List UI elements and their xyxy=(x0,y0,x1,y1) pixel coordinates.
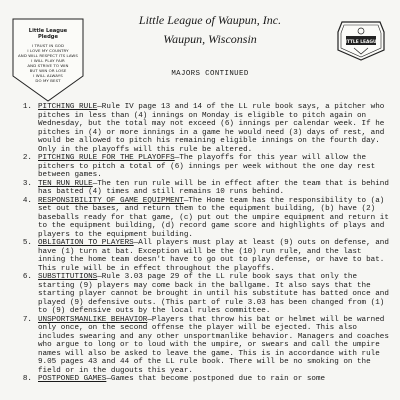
document-title: MAJORS CONTINUED xyxy=(171,70,249,78)
pledge-line: I LOVE MY COUNTRY xyxy=(27,48,69,53)
list-item xyxy=(14,103,392,154)
rule-title: PITCHING RULE FOR THE PLAYOFFS xyxy=(38,154,175,162)
rule-number: 6. xyxy=(22,273,32,281)
pledge-line: I WILL PLAY FAIR xyxy=(31,58,65,63)
rule-number: 1. xyxy=(22,103,32,111)
pledge-line: DO MY BEST xyxy=(35,78,61,83)
rule-title: SUBSTITUTIONS xyxy=(38,273,98,281)
list-item xyxy=(14,197,392,240)
pledge-line: AND WILL RESPECT ITS LAWS xyxy=(18,53,78,58)
emblem-label: LITTLE LEAGUE xyxy=(342,40,380,45)
rule-number: 8. xyxy=(22,375,32,383)
pledge-box xyxy=(12,18,84,102)
rule-title: POSTPONED GAMES xyxy=(38,375,107,383)
rule-number: 3. xyxy=(22,179,32,188)
list-item xyxy=(14,180,392,197)
rule-title: OBLIGATION TO PLAYERS xyxy=(38,239,134,247)
rule-text: —Players that throw his bat or helmet will be warned only once, on the second offense the player will be ejected. This also includes swearing and any other unsportmanlike behavior. Managers and coaches who argue to long or to loud with the umpire, or swears and call the umpire names will also be asked to leave the game. This is in accordance with rule 9.05 pages 43 and 44 of the LL rule book. There will be no smoking on the field or in the dugouts this year. xyxy=(38,315,389,375)
rule-title: UNSPORTSMANLIKE BEHAVIOR xyxy=(38,315,148,324)
list-item xyxy=(14,273,392,316)
little-league-emblem-icon xyxy=(336,20,386,62)
list-item xyxy=(14,154,392,180)
rule-text: —Rule IV page 13 and 14 of the LL rule book says, a pitcher who pitches in less than (4) innings on Monday is eligible to pitch again on Wednesday, but the total may not exceed (6) innings per calendar week. If he pitches in (4) or more innings in a game he would need (3) days of rest, and would be allowed to pitch his remaining eligible innings on the fourth day. Only in the playoffs will this rule be altered. xyxy=(38,103,385,154)
rules-list xyxy=(14,103,392,384)
rule-number: 4. xyxy=(22,196,32,205)
list-item xyxy=(14,239,392,273)
rule-text: —Rule 3.03 page 29 of the LL rule book says that only the starting (9) players may come back in the ballgame. It also says that the starting player cannot be brought in until his substitute has batted once and played (9) defensive outs. (This part of rule 3.03 has been changed from (1) to (9) defensive outs by the local rules committee. xyxy=(38,273,389,315)
pledge-line: BUT WIN OR LOSE xyxy=(29,68,67,73)
rule-number: 7. xyxy=(22,315,32,324)
rule-title: TEN RUN RULE xyxy=(38,179,93,188)
org-name: Little League of Waupun, Inc. xyxy=(138,13,282,27)
rule-text: —The ten run rule will be in effect after the team that is behind has batted (4) times and still remains 10 runs behind. xyxy=(38,179,389,196)
rule-title: RESPONSIBILITY OF GAME EQUIPMENT xyxy=(38,196,184,205)
pledge-title-line2: Pledge xyxy=(37,34,59,40)
pledge-line: AND STRIVE TO WIN xyxy=(27,63,69,68)
rule-text: —All players must play at least (9) outs on defense, and have (1) turn at bat. Exception will be the (10) run rule, and the last inning the home team doesn't have to go out to play defense, or have to bat. This rule will be in effect throughout the playoffs. xyxy=(38,239,389,273)
pledge-text xyxy=(12,28,84,83)
pledge-line: I WILL ALWAYS xyxy=(33,73,63,78)
org-location: Waupun, Wisconsin xyxy=(163,32,257,46)
rule-text: —The playoffs for this year will allow the pitchers to pitch a total of (6) innings per week without the one day rest between games. xyxy=(38,154,376,179)
rule-number: 2. xyxy=(22,154,32,162)
pledge-title-line1: Little League xyxy=(28,28,68,34)
rule-title: PITCHING RULE xyxy=(38,103,98,111)
rule-number: 5. xyxy=(22,239,32,247)
list-item xyxy=(14,316,392,376)
rule-text: —Games that become postponed due to rain or some xyxy=(106,375,326,383)
rule-text: —The Home team has the responsibility to (a) set out the bases, and return them to the equipment building, (b) have (2) baseballs ready for that game, (c) put out the umpire equipment and return it to the equipment building, (d) record game score and highlights of plays and players to the equipment building. xyxy=(38,196,389,239)
list-item xyxy=(14,375,392,384)
pledge-line: I TRUST IN GOD xyxy=(31,43,65,48)
